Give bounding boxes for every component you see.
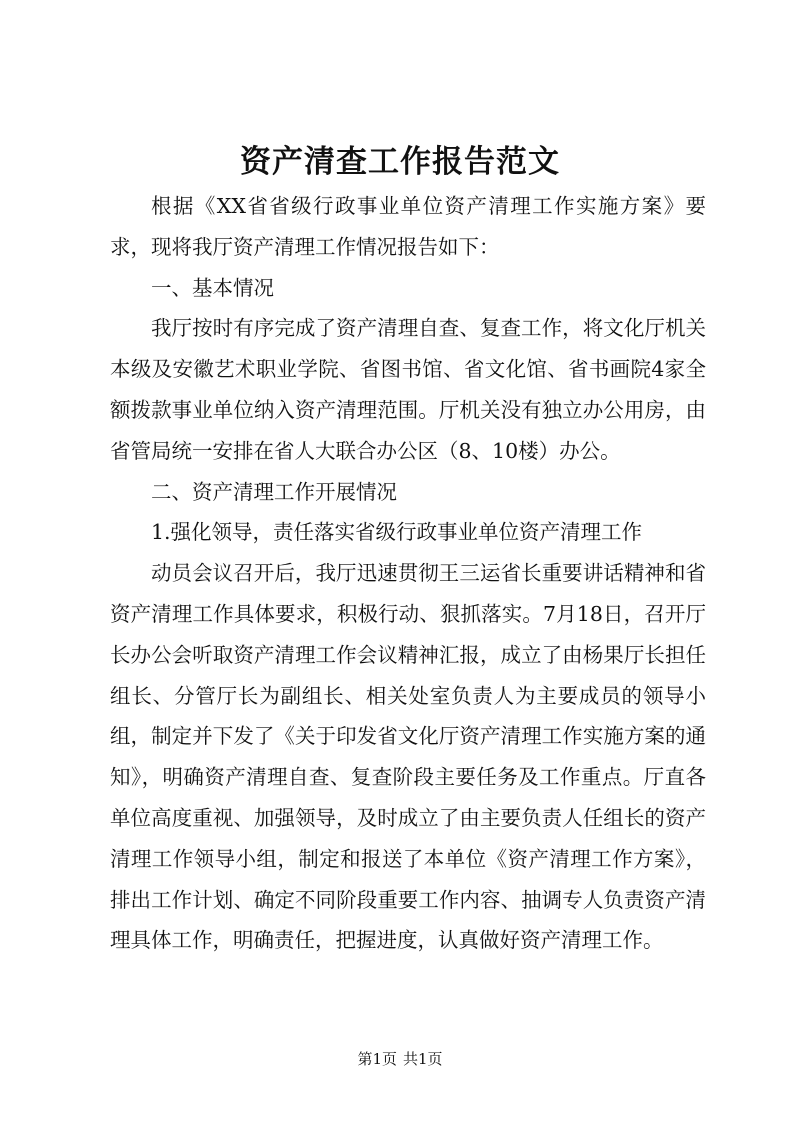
paragraph-intro: 根据《XX省省级行政事业单位资产清理工作实施方案》要求，现将我厅资产清理工作情况报告如下： [110,194,706,259]
section-heading-basic-situation: 一、基本情况 [151,275,274,300]
page-number: 第1页 [357,1050,397,1068]
paragraph-basic-situation: 我厅按时有序完成了资产清理自查、复查工作，将文化厅机关本级及安徽艺术职业学院、省图书馆、省文化馆、省书画院4家全额拨款事业单位纳入资产清理范围。厅机关没有独立办公用房，由省管局统一安排在省人大联合办公区（8、10楼）办公。 [110,316,706,463]
section-heading-work-progress: 二、资产清理工作开展情况 [151,479,397,504]
document-title: 资产清查工作报告范文 [240,144,560,180]
paragraph-leadership: 动员会议召开后，我厅迅速贯彻王三运省长重要讲话精神和省资产清理工作具体要求，积极行动、狠抓落实。7月18日，召开厅长办公会听取资产清理工作会议精神汇报，成立了由杨果厅长担任组长、分管厅长为副组长、相关处室负责人为主要成员的领导小组，制定并下发了《关于印发省文化厅资产清理工作实施方案的通知》，明确资产清理自查、复查阶段主要任务及工作重点。厅直各单位高度重视、加强领导，及时成立了由主要负责人任组长的资产清理工作领导小组，制定和报送了本单位《资产清理工作方案》，排出工作计划、确定不同阶段重要工作内容、抽调专人负责资产清理具体工作，明确责任，把握进度，认真做好资产清理工作。 [110,561,706,953]
document-body [110,186,706,961]
page-total: 共1页 [403,1050,443,1068]
subheading-leadership: 1.强化领导，责任落实省级行政事业单位资产清理工作 [151,520,643,545]
page-footer [0,1048,800,1070]
